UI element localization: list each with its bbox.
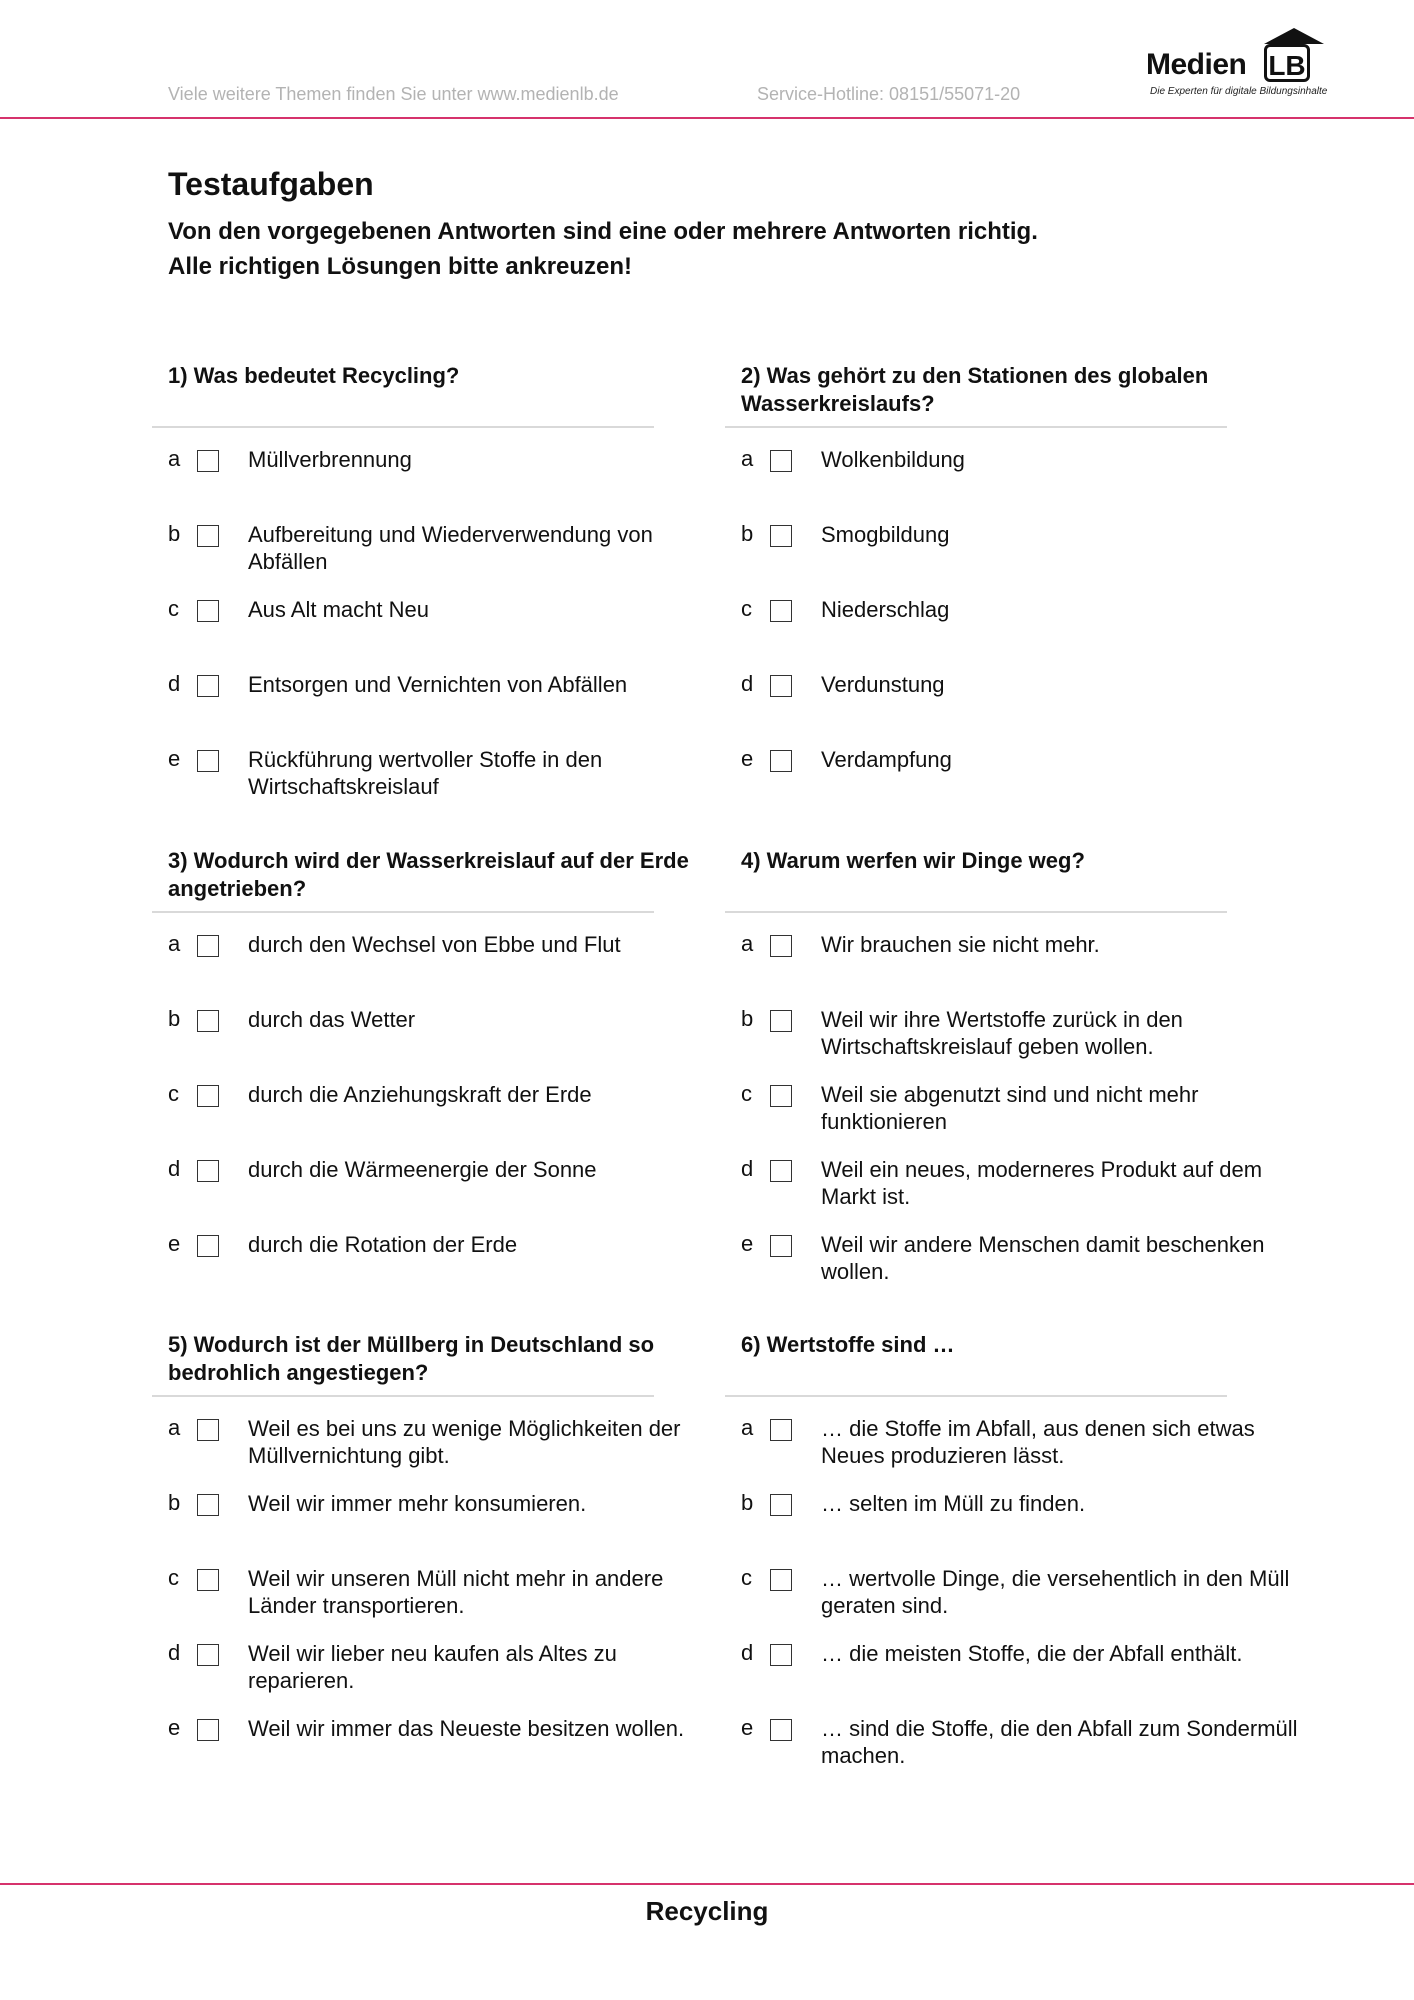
option-text: durch den Wechsel von Ebbe und Flut [248, 932, 621, 957]
question-5 [168, 1331, 728, 1741]
option-text: Smogbildung [821, 522, 950, 547]
checkbox[interactable] [197, 600, 219, 622]
option-text: durch die Wärmeenergie der Sonne [248, 1157, 597, 1182]
option-text: Müllverbrennung [248, 447, 412, 472]
graduation-cap-icon [1264, 28, 1324, 44]
checkbox[interactable] [770, 1419, 792, 1441]
option-letter: e [168, 1231, 181, 1256]
logo-word: Medien [1146, 48, 1247, 81]
option-text: Weil wir andere Menschen damit beschenken wollen. [821, 1232, 1265, 1284]
option-letter: d [741, 671, 754, 696]
option-text: Niederschlag [821, 597, 950, 622]
option-letter: e [168, 746, 181, 771]
header-divider [0, 117, 1414, 119]
question-3 [168, 847, 728, 1257]
option-letter: a [168, 1415, 181, 1440]
option-letter: e [741, 1231, 754, 1256]
option-letter: d [168, 1156, 181, 1181]
checkbox[interactable] [197, 675, 219, 697]
option-text: Weil wir ihre Wertstoffe zurück in den Wirtschaftskreislauf geben wollen. [821, 1007, 1183, 1059]
option-letter: a [168, 931, 181, 956]
checkbox[interactable] [770, 525, 792, 547]
option-letter: d [168, 1640, 181, 1665]
option-text: … selten im Müll zu finden. [821, 1491, 1086, 1516]
question-divider [725, 911, 1227, 913]
instructions-line-1: Von den vorgegebenen Antworten sind eine oder mehrere Antworten richtig. [168, 218, 1038, 245]
checkbox[interactable] [770, 1569, 792, 1591]
option-letter: e [741, 746, 754, 771]
footer-divider [0, 1883, 1414, 1885]
option-text: … die Stoffe im Abfall, aus denen sich etwas Neues produzieren lässt. [821, 1416, 1255, 1468]
question-title: 1) Was bedeutet Recycling? [168, 363, 460, 388]
question-divider [725, 1395, 1227, 1397]
option-text: Rückführung wertvoller Stoffe in den Wirtschaftskreislauf [248, 747, 603, 799]
option-text: durch die Rotation der Erde [248, 1232, 518, 1257]
service-hotline: Service-Hotline: 08151/55071-20 [757, 84, 1021, 104]
option-letter: b [168, 1490, 181, 1515]
option-text: Aufbereitung und Wiederverwendung von Abfällen [248, 522, 653, 574]
option-text: durch die Anziehungskraft der Erde [248, 1082, 592, 1107]
option-letter: a [741, 931, 754, 956]
option-letter: b [741, 1490, 754, 1515]
checkbox[interactable] [770, 935, 792, 957]
option-text: … die meisten Stoffe, die der Abfall enthält. [821, 1641, 1243, 1666]
option-text: Wir brauchen sie nicht mehr. [821, 932, 1100, 957]
option-text: durch das Wetter [248, 1007, 416, 1032]
option-text: Verdunstung [821, 672, 945, 697]
question-4 [741, 847, 1301, 1284]
checkbox[interactable] [197, 1719, 219, 1741]
question-6 [741, 1331, 1301, 1768]
question-divider [152, 1395, 654, 1397]
question-divider [725, 426, 1227, 428]
instructions [168, 214, 1038, 284]
checkbox[interactable] [770, 1644, 792, 1666]
checkbox[interactable] [770, 600, 792, 622]
checkbox[interactable] [770, 675, 792, 697]
checkbox[interactable] [197, 750, 219, 772]
option-letter: b [168, 1006, 181, 1031]
checkbox[interactable] [197, 450, 219, 472]
page-header [0, 0, 1414, 120]
page-title: Testaufgaben [168, 166, 374, 202]
checkbox[interactable] [197, 1085, 219, 1107]
option-text: Entsorgen und Vernichten von Abfällen [248, 672, 628, 697]
checkbox[interactable] [197, 1569, 219, 1591]
footer-topic: Recycling [645, 1896, 769, 1926]
checkbox[interactable] [197, 1419, 219, 1441]
question-title: 6) Wertstoffe sind … [741, 1332, 955, 1357]
logo-lb: LB [1264, 44, 1310, 82]
website-note: Viele weitere Themen finden Sie unter www.medienlb.de [168, 84, 619, 104]
option-letter: c [168, 1565, 179, 1590]
option-letter: c [741, 596, 752, 621]
checkbox[interactable] [197, 1160, 219, 1182]
question-title: 4) Warum werfen wir Dinge weg? [741, 848, 1085, 873]
option-letter: d [741, 1156, 754, 1181]
option-text: Weil wir immer mehr konsumieren. [248, 1491, 587, 1516]
checkbox[interactable] [770, 1085, 792, 1107]
checkbox[interactable] [770, 450, 792, 472]
option-letter: b [168, 521, 181, 546]
option-letter: d [741, 1640, 754, 1665]
option-letter: a [741, 1415, 754, 1440]
option-letter: a [741, 446, 754, 471]
question-1 [168, 362, 728, 799]
option-letter: a [168, 446, 181, 471]
checkbox[interactable] [770, 1494, 792, 1516]
checkbox[interactable] [197, 1494, 219, 1516]
option-letter: c [168, 1081, 179, 1106]
option-text: Weil ein neues, moderneres Produkt auf dem Markt ist. [821, 1157, 1263, 1209]
option-letter: b [741, 521, 754, 546]
option-text: Wolkenbildung [821, 447, 965, 472]
option-letter: c [741, 1565, 752, 1590]
checkbox[interactable] [197, 1010, 219, 1032]
medienlb-logo [1146, 28, 1328, 102]
question-2 [741, 362, 1301, 772]
option-letter: e [168, 1715, 181, 1740]
option-text: Weil sie abgenutzt sind und nicht mehr funktionieren [821, 1082, 1199, 1134]
checkbox[interactable] [197, 935, 219, 957]
question-title: 3) Wodurch wird der Wasserkreislauf auf der Erde angetrieben? [168, 848, 689, 901]
option-text: Verdampfung [821, 747, 952, 772]
checkbox[interactable] [197, 525, 219, 547]
option-text: … sind die Stoffe, die den Abfall zum Sondermüll machen. [821, 1716, 1298, 1768]
option-text: Weil es bei uns zu wenige Möglichkeiten der Müllvernichtung gibt. [248, 1416, 681, 1468]
checkbox[interactable] [770, 1160, 792, 1182]
option-text: Aus Alt macht Neu [248, 597, 429, 622]
option-letter: c [168, 596, 179, 621]
checkbox[interactable] [770, 1719, 792, 1741]
option-text: Weil wir lieber neu kaufen als Altes zu reparieren. [248, 1641, 617, 1693]
option-text: Weil wir unseren Müll nicht mehr in andere Länder transportieren. [248, 1566, 664, 1618]
option-text: Weil wir immer das Neueste besitzen wollen. [248, 1716, 685, 1741]
question-divider [152, 911, 654, 913]
instructions-line-2: Alle richtigen Lösungen bitte ankreuzen! [168, 253, 633, 280]
checkbox[interactable] [770, 1235, 792, 1257]
question-divider [152, 426, 654, 428]
logo-tagline: Die Experten für digitale Bildungsinhalte [1150, 86, 1328, 97]
checkbox[interactable] [770, 750, 792, 772]
checkbox[interactable] [197, 1235, 219, 1257]
question-title: 5) Wodurch ist der Müllberg in Deutschland so bedrohlich angestiegen? [168, 1332, 655, 1385]
option-letter: b [741, 1006, 754, 1031]
option-letter: c [741, 1081, 752, 1106]
checkbox[interactable] [197, 1644, 219, 1666]
question-title: 2) Was gehört zu den Stationen des globalen Wasserkreislaufs? [741, 363, 1209, 416]
option-letter: e [741, 1715, 754, 1740]
checkbox[interactable] [770, 1010, 792, 1032]
option-letter: d [168, 671, 181, 696]
option-text: … wertvolle Dinge, die versehentlich in den Müll geraten sind. [821, 1566, 1290, 1618]
